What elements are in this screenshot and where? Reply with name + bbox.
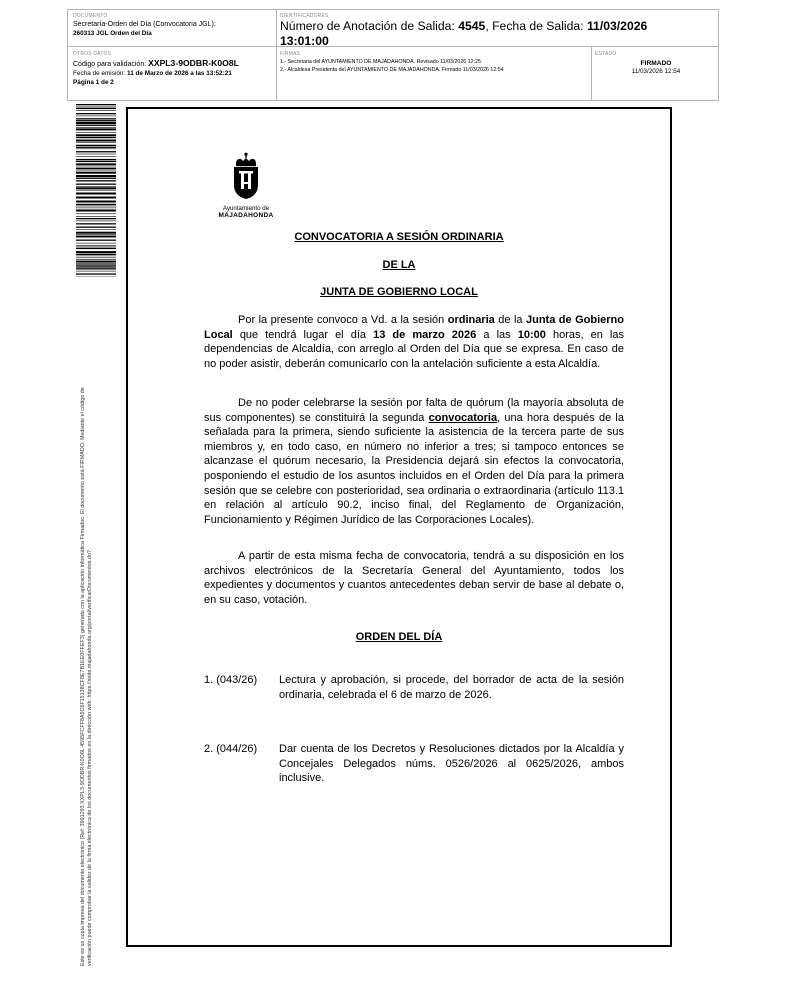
barcode-bar xyxy=(76,113,116,114)
hora-salida: 13:01:00 xyxy=(280,34,329,48)
barcode-bar xyxy=(76,248,116,249)
barcode-bar xyxy=(76,229,116,230)
barcode-bar xyxy=(76,118,116,119)
barcode-bar xyxy=(76,107,116,108)
barcode-bar xyxy=(76,134,116,136)
barcode-bar xyxy=(76,187,116,189)
paragraph-quorum: De no poder celebrarse la sesión por falta de quórum (la mayoría absoluta de sus componentes) se constituirá la segunda convocatoria, una hora después de la señalada para la primera, siendo suficiente la asistencia de la tercera parte de sus miembros y, en todo caso, en número no inferior a tres; si tampoco entonces se alcanzase el quórum necesario, la Presidencia dejará sin efectos la convocatoria, posponiendo el estudio de los asuntos incluidos en el Orden del Día para la primera sesión que se celebre con posterioridad, sea ordinaria o extraordinaria (artículo 113.1 en relación al artículo 90.2, inciso final, del Reglamento de Organización, Funcionamiento y Régimen Jurídico de las Corporaciones Locales). xyxy=(204,397,624,526)
barcode-bar xyxy=(76,232,116,234)
paragraph-convocatoria: Por la presente convoco a Vd. a la sesión ordinaria de la Junta de Gobierno Local que tendrá lugar el día 13 de marzo 2026 a las 10:00 horas, en las dependencias de Alcaldía, con arreglo al Orden del Día que se expresa. En caso de no poder asistir, deberán comunicarlo con la antelación suficiente a esta Alcaldía. xyxy=(204,314,624,370)
barcode-bar xyxy=(76,216,116,217)
pagina: Página 1 de 2 xyxy=(73,79,114,86)
logo-line2: MAJADAHONDA xyxy=(218,212,274,219)
barcode-bar xyxy=(76,268,116,269)
barcode-bar xyxy=(76,184,116,185)
barcode-bar xyxy=(76,104,116,105)
identificadores-cell xyxy=(280,13,710,49)
ayuntamiento-logo xyxy=(210,152,282,224)
estado-cell xyxy=(595,51,717,75)
title-de-la: DE LA xyxy=(382,259,416,271)
barcode-bar xyxy=(76,223,116,224)
barcode-bar xyxy=(76,210,116,212)
estado-value: FIRMADO xyxy=(640,60,672,67)
barcode-bar xyxy=(76,145,116,146)
identificadores-label: IDENTIFICADORES xyxy=(280,13,329,19)
barcode-bar xyxy=(76,163,116,165)
item-text: Dar cuenta de los Decretos y Resoluciones dictados por la Alcaldía y Concejales Delegados núms. 0526/2026 al 0625/2026, ambos inclusive. xyxy=(279,743,624,785)
otros-label: OTROS DATOS xyxy=(73,51,112,57)
barcode-bar xyxy=(76,206,116,207)
codigo-validacion: Código para validación: XXPL3-9ODBR-K0O8L xyxy=(73,58,239,68)
barcode-bar xyxy=(76,147,116,148)
title-convocatoria: CONVOCATORIA A SESIÓN ORDINARIA xyxy=(294,231,504,243)
firmas-cell xyxy=(280,51,588,74)
barcode-bar xyxy=(76,193,116,195)
barcode-bar xyxy=(76,116,116,117)
side-text-line2: verificación puede comprobar la validez de la firma electrónica de los documentos firmados en la dirección web: https://sede.majadahonda.org/portal/verificarDocumentos.do? xyxy=(86,550,93,966)
barcode-bar xyxy=(76,110,116,111)
barcode-bar xyxy=(76,208,116,209)
barcode-bar xyxy=(76,259,116,260)
document-page xyxy=(126,107,672,947)
barcode-bar xyxy=(76,170,116,171)
title-junta: JUNTA DE GOBIERNO LOCAL xyxy=(320,286,478,298)
barcode-bar xyxy=(76,140,116,142)
barcode-bar xyxy=(76,125,116,126)
barcode-bar xyxy=(76,227,116,228)
documento-label: DOCUMENTO xyxy=(73,13,108,19)
documento-cell xyxy=(73,13,273,38)
barcode-bar xyxy=(76,243,116,244)
barcode-bar xyxy=(76,234,116,235)
documento-line1: Secretaría-Orden del Día (Convocatoria JGL): xyxy=(73,21,216,28)
barcode-bar xyxy=(76,108,116,109)
estado-fecha: 11/03/2026 12:54 xyxy=(631,68,681,75)
barcode-bar xyxy=(76,127,116,128)
coat-of-arms-icon xyxy=(231,152,261,200)
item-number: 2. (044/26) xyxy=(204,743,258,755)
fecha-salida: 11/03/2026 xyxy=(586,19,648,33)
barcode-bar xyxy=(76,204,116,205)
barcode-bar xyxy=(76,122,116,124)
barcode-bar xyxy=(76,263,116,264)
barcode-bar xyxy=(76,264,116,265)
barcode-bar xyxy=(76,154,116,155)
barcode-bar xyxy=(76,137,116,138)
barcode-image xyxy=(76,104,116,277)
barcode-bar xyxy=(76,271,116,272)
barcode-bar xyxy=(76,258,116,259)
firma-1: 1.- Secretaria del AYUNTAMIENTO DE MAJADAHONDA. Revisado 11/03/2026 12:25 xyxy=(280,59,481,65)
barcode-bar xyxy=(76,159,116,160)
barcode-bar xyxy=(76,190,116,191)
anotacion-text: Número de Anotación de Salida: 4545, Fecha de Salida: 11/03/2026 13:01:00 xyxy=(280,19,648,48)
barcode-bar xyxy=(76,167,116,168)
title-orden-del-dia: ORDEN DEL DÍA xyxy=(355,631,443,643)
barcode-bar xyxy=(76,149,116,150)
paragraph-archivos: A partir de esta misma fecha de convocatoria, tendrá a su disposición en los archivos electrónicos de la Secretaría General del Ayuntamiento, todos los expedientes y documentos y cuantos antecedentes deban servir de base al debate o, en su caso, votación. xyxy=(204,550,624,606)
estado-label: ESTADO xyxy=(595,51,617,57)
fecha-emision: Fecha de emisión: 11 de Marzo de 2026 a las 13:52:21 xyxy=(73,70,232,77)
barcode-bar xyxy=(76,256,116,257)
anotacion-number: 4545 xyxy=(458,19,486,33)
barcode-bar xyxy=(76,156,116,157)
barcode-bar xyxy=(76,236,116,238)
barcode-bar xyxy=(76,247,116,248)
item-text: Lectura y aprobación, si procede, del borrador de acta de la sesión ordinaria, celebrada el 6 de marzo de 2026. xyxy=(279,674,624,701)
logo-line1: Ayuntamiento de xyxy=(222,205,270,212)
barcode-bar xyxy=(76,128,116,130)
barcode-bar xyxy=(76,172,116,174)
barcode-bar xyxy=(76,218,116,219)
barcode-bar xyxy=(76,245,116,246)
barcode-bar xyxy=(76,142,116,143)
barcode-bar xyxy=(76,132,116,133)
barcode-bar xyxy=(76,151,116,152)
barcode-bar xyxy=(76,175,116,177)
side-text-line1: Este es un copia impresa del documento electrónico (Ref: 3991293 XXPL3-9ODBR-K0O8L 4595FCFF8A5C6F15138CF8E7B1EE0FFEF3) generado con la aplicación informática Firmadoc. El documento está FIRMADO. Mediante el código de xyxy=(80,387,86,966)
firmas-label: FIRMAS xyxy=(280,51,301,57)
documento-line2: 260313 JGL Orden del Día xyxy=(73,30,152,37)
barcode-bar xyxy=(76,266,116,267)
barcode-bar xyxy=(76,201,116,203)
barcode-bar xyxy=(76,178,116,179)
document-header xyxy=(67,9,719,101)
barcode-bar xyxy=(76,261,116,263)
barcode-bar xyxy=(76,186,116,187)
otros-datos-cell xyxy=(73,51,273,87)
barcode-bar xyxy=(76,251,116,253)
firma-2: 2.- Alcaldesa Presidenta del AYUNTAMIENTO DE MAJADAHONDA. Firmado 11/03/2026 12:54 xyxy=(280,66,504,73)
barcode-bar xyxy=(76,180,116,181)
barcode-bar xyxy=(76,240,116,241)
barcode-bar xyxy=(76,254,116,255)
barcode-bar xyxy=(76,273,116,274)
barcode-bar xyxy=(76,120,116,121)
side-verification-text xyxy=(80,301,93,966)
item-number: 1. (043/26) xyxy=(204,674,258,686)
barcode-bar xyxy=(76,161,116,162)
barcode-bar xyxy=(76,168,116,169)
barcode-bar xyxy=(76,221,116,222)
barcode-bar xyxy=(76,214,116,215)
barcode-bar xyxy=(76,197,116,199)
